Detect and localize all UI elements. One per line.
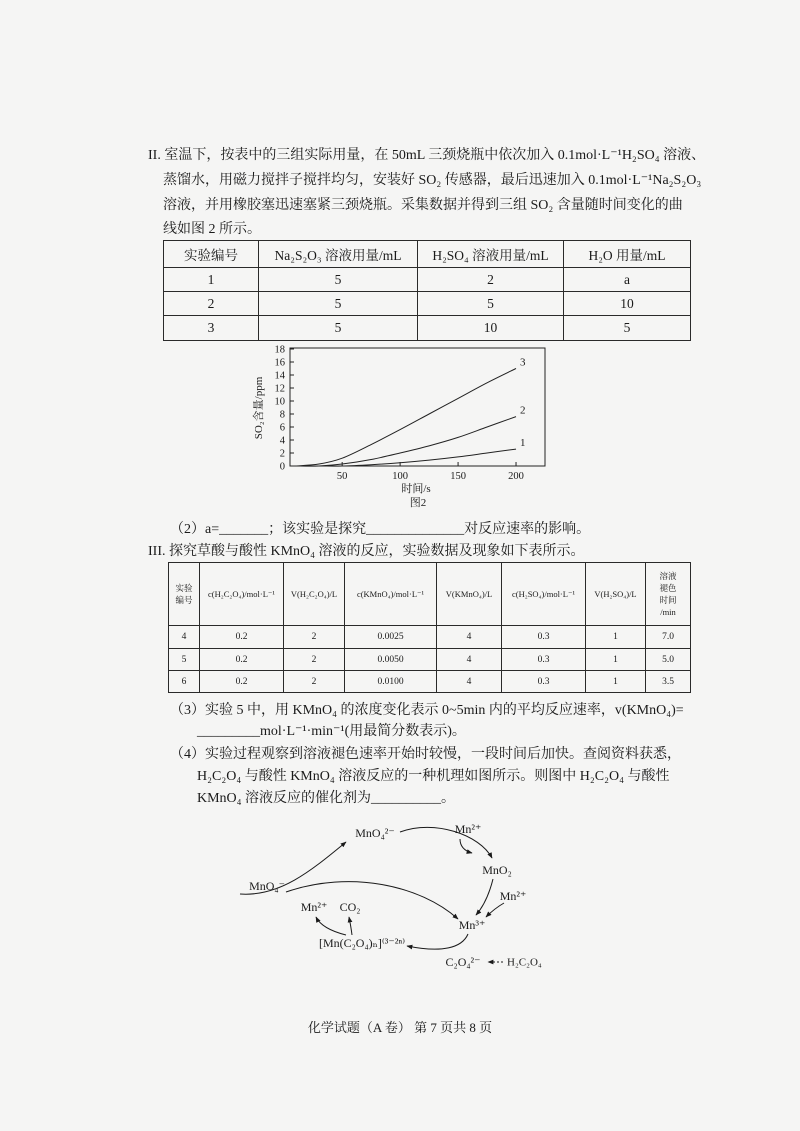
table-cell: 5 bbox=[418, 292, 564, 316]
table-cell: 4 bbox=[437, 671, 502, 693]
y-tick-label: 8 bbox=[279, 409, 285, 421]
table-cell: 2 bbox=[418, 268, 564, 292]
chart-y-axis-label: SO₂含量/ppm bbox=[253, 376, 265, 440]
table-header-cell: H₂SO₄ 溶液用量/mL bbox=[418, 241, 564, 268]
table-cell: a bbox=[564, 268, 691, 292]
section3-intro: III. 探究草酸与酸性 KMnO₄ 溶液的反应，实验数据及现象如下表所示。 bbox=[148, 544, 585, 559]
label-c2o4-2minus: C₂O₄²⁻ bbox=[445, 954, 481, 969]
arrow-complex-to-mn2 bbox=[316, 917, 346, 935]
table-cell: 3 bbox=[164, 316, 259, 341]
table-cell: 0.0100 bbox=[345, 671, 437, 693]
table-header-cell: Na₂S₂O₃ 溶液用量/mL bbox=[259, 241, 418, 268]
experiment-table-2 bbox=[168, 562, 691, 693]
table-cell: 5 bbox=[564, 316, 691, 341]
arrow-mn2-join-top bbox=[460, 839, 472, 853]
header-text: 溶液 bbox=[659, 571, 677, 581]
table-cell: 0.3 bbox=[502, 671, 586, 693]
table-row bbox=[169, 649, 691, 671]
table-header-cell: c(KMnO₄)/mol·L⁻¹ bbox=[345, 563, 437, 626]
series-label-1: 1 bbox=[520, 437, 526, 450]
arrow-mn2-join-right bbox=[486, 903, 504, 917]
table-cell: 10 bbox=[418, 316, 564, 341]
table-cell: 7.0 bbox=[646, 626, 691, 649]
label-co2: CO₂ bbox=[339, 899, 361, 914]
table-cell: 1 bbox=[586, 649, 646, 671]
table-cell: 5 bbox=[259, 316, 418, 341]
table-cell: 0.2 bbox=[200, 671, 284, 693]
chart-x-axis-label: 时间/s bbox=[401, 483, 431, 495]
table-row bbox=[164, 292, 691, 316]
table-cell: 0.0025 bbox=[345, 626, 437, 649]
header-text: 褪色 bbox=[659, 583, 677, 593]
arrow-mn3-to-complex bbox=[407, 934, 468, 949]
table-header-cell: V(KMnO₄)/L bbox=[437, 563, 502, 626]
reaction-mechanism-diagram bbox=[230, 815, 580, 980]
label-mn3: Mn³⁺ bbox=[458, 917, 486, 932]
y-tick-label: 14 bbox=[274, 370, 285, 382]
y-tick-label: 10 bbox=[274, 396, 285, 408]
section2-line-3: 溶液，并用橡胶塞迅速塞紧三颈烧瓶。采集数据并得到三组 SO₂ 含量随时间变化的曲 bbox=[163, 198, 683, 213]
question-3-line-2: _________mol·L⁻¹·min⁻¹(用最简分数表示)。 bbox=[197, 724, 466, 739]
table-cell: 0.3 bbox=[502, 649, 586, 671]
question-3-line-1: （3）实验 5 中，用 KMnO₄ 的浓度变化表示 0~5min 内的平均反应速率，v(KMnO₄)= bbox=[170, 703, 684, 718]
label-mno4-minus: MnO₄⁻ bbox=[249, 878, 285, 893]
table-cell: 2 bbox=[284, 671, 345, 693]
series-label-2: 2 bbox=[520, 404, 526, 417]
question-4-line-3: KMnO₄ 溶液反应的催化剂为__________。 bbox=[197, 791, 456, 806]
question-2: （2）a=_______；该实验是探究______________对反应速率的影响。 bbox=[170, 522, 591, 537]
table-row bbox=[169, 626, 691, 649]
label-mno4-2minus: MnO₄²⁻ bbox=[355, 825, 395, 840]
experiment-table-1 bbox=[163, 240, 691, 341]
table-header-row bbox=[169, 563, 691, 626]
section2-line-4: 线如图 2 所示。 bbox=[163, 222, 261, 237]
table-cell: 4 bbox=[437, 626, 502, 649]
y-tick-label: 12 bbox=[274, 383, 285, 395]
y-tick-label: 4 bbox=[279, 435, 285, 447]
table-header-cell: 实验编号 bbox=[164, 241, 259, 268]
table-cell: 4 bbox=[169, 626, 200, 649]
series-label-3: 3 bbox=[520, 356, 526, 369]
label-mno2: MnO₂ bbox=[482, 862, 512, 877]
table-header-cell: c(H₂SO₄)/mol·L⁻¹ bbox=[502, 563, 586, 626]
y-tick-label: 18 bbox=[274, 344, 285, 356]
section2-line-1: II. 室温下，按表中的三组实际用量，在 50mL 三颈烧瓶中依次加入 0.1mol·L⁻¹H₂SO₄ 溶液、 bbox=[148, 148, 706, 163]
chart-caption: 图2 bbox=[409, 497, 427, 509]
table-cell: 10 bbox=[564, 292, 691, 316]
table-cell: 1 bbox=[586, 671, 646, 693]
y-tick-label: 0 bbox=[279, 461, 285, 473]
table-cell: 0.3 bbox=[502, 626, 586, 649]
table-header-cell: V(H₂SO₄)/L bbox=[586, 563, 646, 626]
table-header-row bbox=[164, 241, 691, 268]
y-tick-label: 16 bbox=[274, 357, 285, 369]
table-cell: 4 bbox=[437, 649, 502, 671]
y-tick-label: 6 bbox=[279, 422, 285, 434]
table-cell: 0.2 bbox=[200, 649, 284, 671]
table-cell: 6 bbox=[169, 671, 200, 693]
header-text: /min bbox=[660, 607, 676, 617]
table-cell: 1 bbox=[164, 268, 259, 292]
section2-line-2: 蒸馏水，用磁力搅拌子搅拌均匀，安装好 SO₂ 传感器，最后迅速加入 0.1mol·L⁻¹Na₂S₂O₃ bbox=[163, 173, 702, 188]
table-cell: 2 bbox=[284, 626, 345, 649]
table-cell: 0.2 bbox=[200, 626, 284, 649]
header-text: 时间 bbox=[659, 595, 677, 605]
label-mn2-right: Mn²⁺ bbox=[499, 888, 527, 903]
table-header-cell: c(H₂C₂O₄)/mol·L⁻¹ bbox=[200, 563, 284, 626]
x-tick-label: 200 bbox=[508, 471, 524, 482]
table-row bbox=[169, 671, 691, 693]
header-text: 实验 bbox=[175, 583, 193, 593]
label-mn2-left: Mn²⁺ bbox=[300, 899, 328, 914]
series-line-2 bbox=[296, 417, 516, 467]
page-footer: 化学试题（A 卷） 第 7 页共 8 页 bbox=[307, 1020, 493, 1035]
table-cell: 5 bbox=[169, 649, 200, 671]
label-mn2-top: Mn²⁺ bbox=[454, 821, 482, 836]
table-cell: 5 bbox=[259, 268, 418, 292]
table-cell: 5.0 bbox=[646, 649, 691, 671]
x-tick-label: 100 bbox=[392, 471, 408, 482]
table-cell: 3.5 bbox=[646, 671, 691, 693]
plot-frame bbox=[290, 348, 545, 466]
y-tick-label: 2 bbox=[279, 448, 285, 460]
table-cell: 2 bbox=[284, 649, 345, 671]
header-text: 编号 bbox=[175, 595, 193, 605]
table-header-cell bbox=[169, 563, 200, 626]
table-header-cell: V(H₂C₂O₄)/L bbox=[284, 563, 345, 626]
arrow-complex-to-co2 bbox=[349, 917, 352, 935]
table-cell: 1 bbox=[586, 626, 646, 649]
table-cell: 2 bbox=[164, 292, 259, 316]
x-tick-label: 50 bbox=[336, 471, 348, 482]
question-4-line-1: （4）实验过程观察到溶液褪色速率开始时较慢，一段时间后加快。查阅资料获悉， bbox=[170, 747, 681, 762]
table-row bbox=[164, 316, 691, 341]
label-mn-oxalate-complex: [Mn(C₂O₄)ₙ]⁽³⁻²ⁿ⁾ bbox=[318, 935, 406, 950]
table-header-cell bbox=[646, 563, 691, 626]
table-cell: 5 bbox=[259, 292, 418, 316]
so2-content-chart bbox=[240, 338, 570, 513]
table-cell: 0.0050 bbox=[345, 649, 437, 671]
x-tick-label: 150 bbox=[450, 471, 466, 482]
question-4-line-2: H₂C₂O₄ 与酸性 KMnO₄ 溶液反应的一种机理如图所示。则图中 H₂C₂O₄ 与酸性 bbox=[197, 769, 670, 784]
label-h2c2o4: H₂C₂O₄ bbox=[507, 956, 542, 969]
table-header-cell: H₂O 用量/mL bbox=[564, 241, 691, 268]
arrow-mno2-to-mn3 bbox=[476, 879, 493, 915]
table-row bbox=[164, 268, 691, 292]
